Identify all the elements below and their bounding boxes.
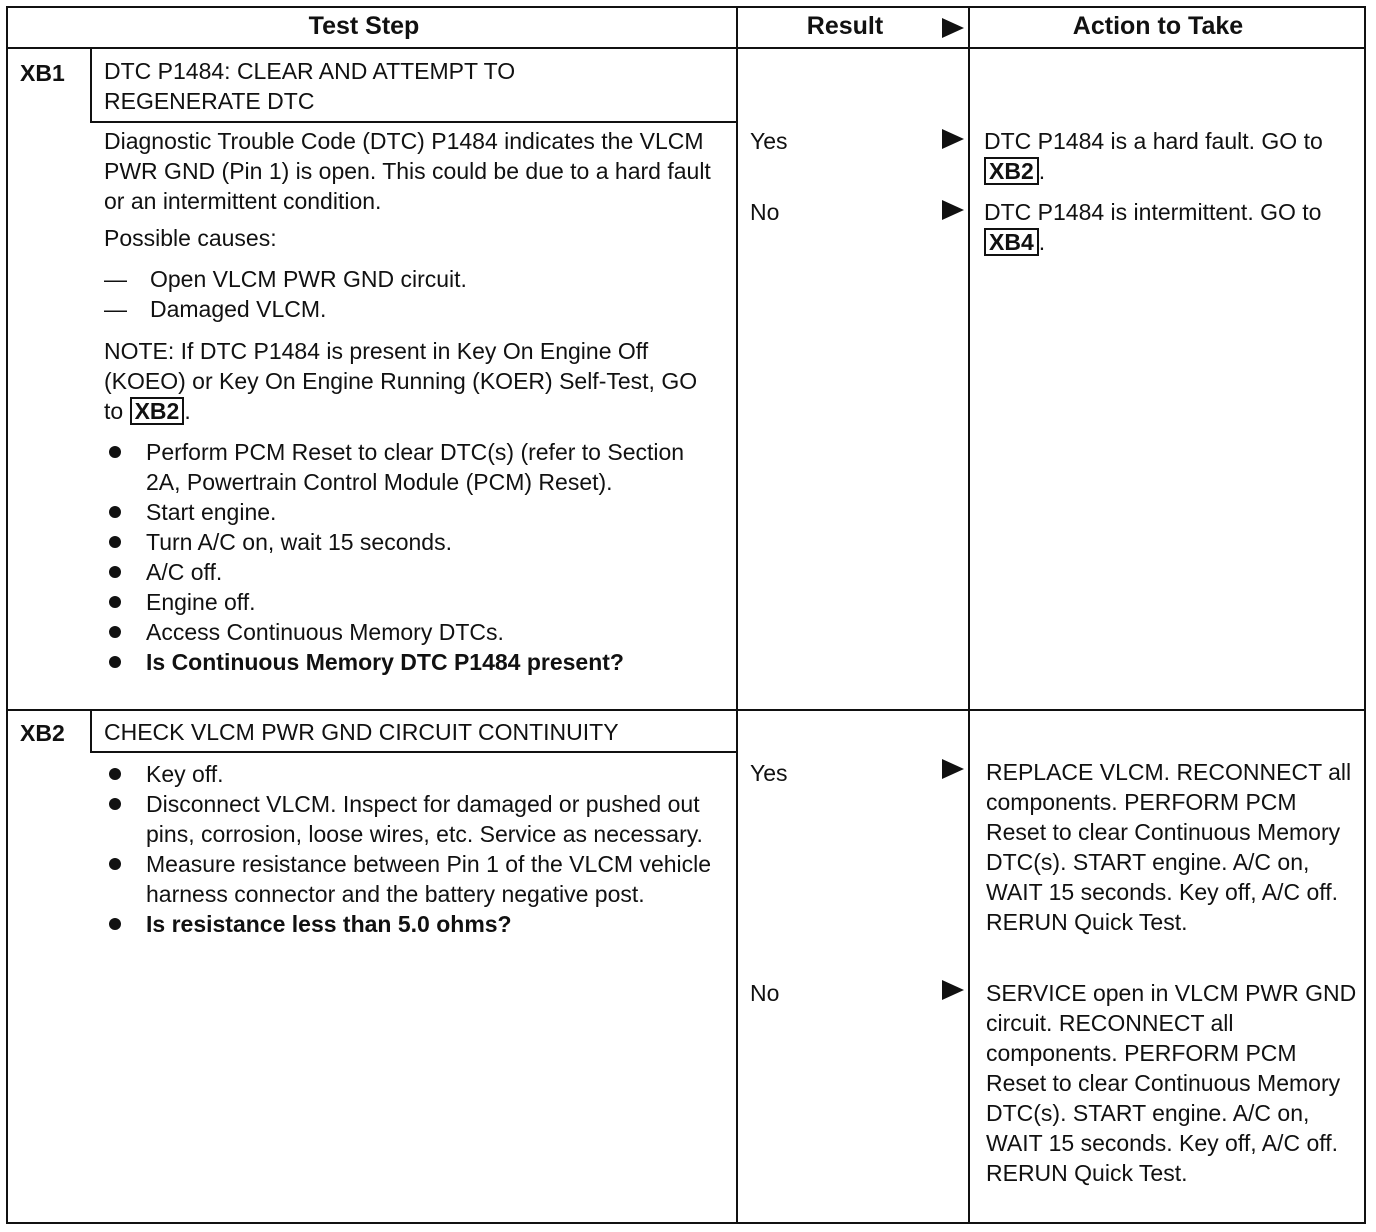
bullet-text: Disconnect VLCM. Inspect for damaged or pushed out pins, corrosion, loose wires, etc. Service as necessary. <box>146 791 703 847</box>
step-id-divider-xb2 <box>90 709 92 753</box>
list-item <box>104 909 716 939</box>
bullet-icon <box>109 536 121 548</box>
action-text: DTC P1484 is intermittent. GO to <box>984 199 1322 225</box>
header-result: Result <box>806 12 884 40</box>
bullet-text: Engine off. <box>146 589 256 615</box>
result-arrow-icon <box>942 759 964 779</box>
xb1-procedure-list <box>104 437 716 677</box>
list-item <box>104 617 716 647</box>
action-text: DTC P1484 is a hard fault. GO to <box>984 128 1323 154</box>
col-divider-test-result <box>736 6 738 1224</box>
list-item <box>104 264 716 294</box>
dash-marker: — <box>104 296 127 322</box>
bullet-text: Measure resistance between Pin 1 of the VLCM vehicle harness connector and the battery negative post. <box>146 851 712 907</box>
bullet-icon <box>109 506 121 518</box>
step-title-xb1-line2: REGENERATE DTC <box>104 88 315 114</box>
step-title-xb2: CHECK VLCM PWR GND CIRCUIT CONTINUITY <box>104 719 619 745</box>
list-item <box>104 294 716 324</box>
step-reference-xb4: XB4 <box>984 228 1039 256</box>
step-question: Is Continuous Memory DTC P1484 present? <box>146 649 624 675</box>
xb1-causes-label: Possible causes: <box>104 225 277 251</box>
list-item <box>104 789 716 849</box>
result-arrow-icon <box>942 129 964 149</box>
bullet-icon <box>109 918 121 930</box>
bullet-text: Access Continuous Memory DTCs. <box>146 619 504 645</box>
bullet-icon <box>109 656 121 668</box>
result-no-xb1: No <box>750 199 780 225</box>
step-id-xb1: XB1 <box>20 60 65 86</box>
header-arrow-icon <box>942 18 964 38</box>
result-yes-xb2: Yes <box>750 760 788 786</box>
note-end: . <box>184 398 191 424</box>
bullet-icon <box>109 566 121 578</box>
dash-marker: — <box>104 266 127 292</box>
action-yes-xb1 <box>984 126 1354 186</box>
step-id-xb2: XB2 <box>20 720 65 746</box>
col-divider-result-action <box>968 6 970 1224</box>
action-yes-xb2: REPLACE VLCM. RECONNECT all components. PERFORM PCM Reset to clear Continuous Memory DTC(s). START engine. A/C on, WAIT 15 seconds. Key off, A/C off. RERUN Quick Test. <box>986 759 1352 935</box>
xb1-note <box>104 336 704 426</box>
bullet-icon <box>109 626 121 638</box>
cause-text: Open VLCM PWR GND circuit. <box>150 266 467 292</box>
xb1-intro-text: Diagnostic Trouble Code (DTC) P1484 indicates the VLCM PWR GND (Pin 1) is open. This could be due to a hard fault or an intermittent condition. <box>104 128 711 214</box>
list-item <box>104 527 716 557</box>
list-item <box>104 497 716 527</box>
cause-text: Damaged VLCM. <box>150 296 327 322</box>
bullet-icon <box>109 446 121 458</box>
xb2-procedure-list <box>104 759 716 939</box>
list-item <box>104 587 716 617</box>
header-divider <box>6 47 1366 49</box>
action-end: . <box>1038 158 1046 184</box>
result-arrow-icon <box>942 980 964 1000</box>
list-item <box>104 557 716 587</box>
action-no-xb2: SERVICE open in VLCM PWR GND circuit. RECONNECT all components. PERFORM PCM Reset to clear Continuous Memory DTC(s). START engine. A/C on, WAIT 15 seconds. Key off, A/C off. RERUN Quick Test. <box>986 980 1357 1186</box>
result-arrow-icon <box>942 200 964 220</box>
header-action: Action to Take <box>1072 12 1244 40</box>
bullet-text: Turn A/C on, wait 15 seconds. <box>146 529 452 555</box>
step-title-xb1-line1: DTC P1484: CLEAR AND ATTEMPT TO <box>104 58 516 84</box>
result-no-xb2: No <box>750 980 780 1006</box>
step-title-underline-xb1 <box>90 121 736 123</box>
list-item <box>104 849 716 909</box>
step-title-underline-xb2 <box>90 751 736 753</box>
note-text: NOTE: If DTC P1484 is present in Key On Engine Off (KOEO) or Key On Engine Running (KOER) Self-Test, GO to <box>104 338 698 424</box>
step-reference-xb2: XB2 <box>130 397 185 425</box>
row-divider-xb2 <box>6 709 1366 711</box>
action-no-xb1 <box>984 197 1354 257</box>
list-item <box>104 647 716 677</box>
bullet-icon <box>109 798 121 810</box>
result-yes-xb1: Yes <box>750 128 788 154</box>
step-question: Is resistance less than 5.0 ohms? <box>146 911 512 937</box>
bullet-text: Start engine. <box>146 499 277 525</box>
list-item <box>104 437 716 497</box>
bullet-icon <box>109 858 121 870</box>
xb1-causes-list <box>104 264 716 324</box>
bullet-icon <box>109 768 121 780</box>
header-test-step: Test Step <box>308 12 420 40</box>
list-item <box>104 759 716 789</box>
bullet-text: Perform PCM Reset to clear DTC(s) (refer to Section 2A, Powertrain Control Module (PCM) Reset). <box>146 439 685 495</box>
action-end: . <box>1038 229 1046 255</box>
bullet-text: Key off. <box>146 761 224 787</box>
step-id-divider-xb1 <box>90 47 92 123</box>
step-reference-xb2: XB2 <box>984 157 1039 185</box>
bullet-text: A/C off. <box>146 559 223 585</box>
bullet-icon <box>109 596 121 608</box>
